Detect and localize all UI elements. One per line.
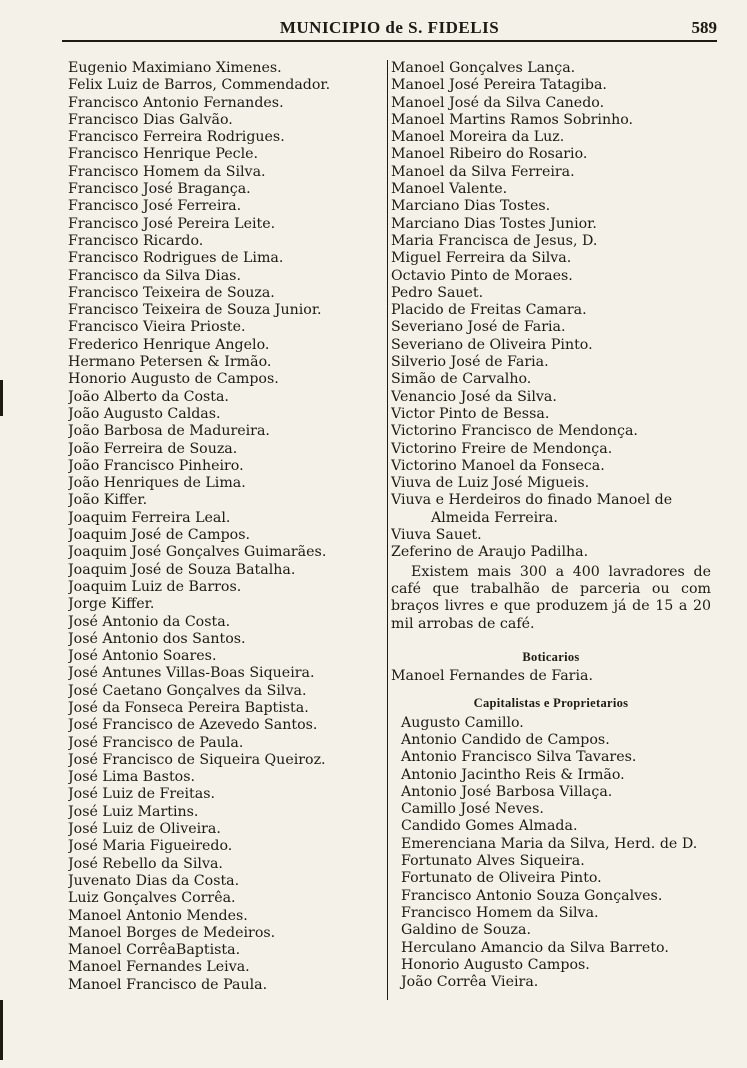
list-entry: Miguel Ferreira da Silva. xyxy=(391,250,572,267)
header-title: MUNICIPIO de S. FIDELIS xyxy=(279,18,500,37)
list-entry: Honorio Augusto de Campos. xyxy=(68,371,279,388)
right-column-continued-entry xyxy=(391,492,711,527)
list-entry: Francisco Teixeira de Souza. xyxy=(68,284,275,301)
list-entry: Victorino Freire de Mendonça. xyxy=(391,440,613,457)
page-number: 589 xyxy=(691,18,717,37)
list-entry: João Francisco Pinheiro. xyxy=(68,457,244,474)
lavradores-note: Existem mais 300 a 400 lavradores de café que trabalhão de parceria ou com braços livres e que produzem já de 15 a 20 mil arrobas de café. xyxy=(391,563,711,632)
list-entry: Marciano Dias Tostes Junior. xyxy=(391,215,597,232)
list-entry: Frederico Henrique Angelo. xyxy=(68,336,270,353)
right-column-name-list xyxy=(391,60,711,492)
section-list-capitalistas xyxy=(391,715,711,992)
list-entry: Joaquim José Gonçalves Guimarães. xyxy=(68,544,327,561)
list-entry: Viuva de Luiz José Migueis. xyxy=(391,475,590,492)
left-column-name-list xyxy=(68,60,380,994)
list-entry: Antonio Francisco Silva Tavares. xyxy=(401,749,637,766)
section-heading-capitalistas: Capitalistas e Proprietarios xyxy=(473,696,629,711)
list-entry: Camillo José Neves. xyxy=(401,801,544,818)
list-entry: Francisco José Bragança. xyxy=(68,181,251,198)
list-entry: Emerenciana Maria da Silva, Herd. de D. xyxy=(401,835,698,852)
list-entry: Silverio José de Faria. xyxy=(391,354,549,371)
list-entry: José Luiz de Freitas. xyxy=(68,786,215,803)
list-entry: Manoel Valente. xyxy=(391,181,508,198)
section-heading-boticarios: Boticarios xyxy=(522,649,580,664)
list-entry: Galdino de Souza. xyxy=(401,922,531,939)
list-entry: Francisco Antonio Souza Gonçalves. xyxy=(401,887,663,904)
list-entry: Francisco José Ferreira. xyxy=(68,198,242,215)
list-entry: Victorino Francisco de Mendonça. xyxy=(391,423,638,440)
list-entry: Manoel Borges de Medeiros. xyxy=(68,924,276,941)
list-entry: Candido Gomes Almada. xyxy=(401,818,578,835)
list-entry: Antonio José Barbosa Villaça. xyxy=(401,783,613,800)
list-entry: João Barbosa de Madureira. xyxy=(68,423,270,440)
list-entry: José Antunes Villas-Boas Siqueira. xyxy=(68,665,315,682)
list-entry: Antonio Jacintho Reis & Irmão. xyxy=(401,766,625,783)
list-entry: Francisco Dias Galvão. xyxy=(68,111,233,128)
list-entry: João Augusto Caldas. xyxy=(68,405,221,422)
list-entry: Eugenio Maximiano Ximenes. xyxy=(68,60,282,76)
list-entry: José Francisco de Paula. xyxy=(68,734,244,751)
list-entry: Manoel Antonio Mendes. xyxy=(68,907,248,924)
list-entry: Francisco Teixeira de Souza Junior. xyxy=(68,302,322,319)
list-entry: José Lima Bastos. xyxy=(68,769,195,786)
list-entry: Francisco Homem da Silva. xyxy=(68,163,266,180)
list-entry: Pedro Sauet. xyxy=(391,284,484,301)
list-entry: Jorge Kiffer. xyxy=(68,596,155,613)
list-entry: Francisco Ferreira Rodrigues. xyxy=(68,129,285,146)
list-entry: Manoel Gonçalves Lança. xyxy=(391,60,576,76)
list-entry: José Antonio Soares. xyxy=(68,648,217,665)
list-entry: Manoel Moreira da Luz. xyxy=(391,129,565,146)
scan-edge-mark xyxy=(0,1000,3,1060)
list-entry: Francisco Henrique Pecle. xyxy=(68,146,259,163)
list-entry: Francisco Vieira Prioste. xyxy=(68,319,246,336)
list-entry: José Antonio da Costa. xyxy=(68,613,231,630)
list-entry: Manoel Fernandes Leiva. xyxy=(68,959,250,976)
list-entry: Francisco Rodrigues de Lima. xyxy=(68,250,284,267)
list-entry: José Maria Figueiredo. xyxy=(68,838,233,855)
list-entry: Manoel Martins Ramos Sobrinho. xyxy=(391,111,634,128)
list-entry: João Alberto da Costa. xyxy=(68,388,229,405)
list-entry: Honorio Augusto Campos. xyxy=(401,956,590,973)
list-entry: Zeferino de Araujo Padilha. xyxy=(391,544,589,561)
list-entry: João Ferreira de Souza. xyxy=(68,440,238,457)
list-entry: Severiano de Oliveira Pinto. xyxy=(391,336,593,353)
list-entry: Francisco Ricardo. xyxy=(68,232,204,249)
list-entry: Manoel CorrêaBaptista. xyxy=(68,942,241,959)
list-entry: Joaquim José de Campos. xyxy=(68,527,250,544)
list-entry: João Corrêa Vieira. xyxy=(401,974,539,991)
list-entry: Joaquim Ferreira Leal. xyxy=(68,509,231,526)
list-entry: Francisco José Pereira Leite. xyxy=(68,215,276,232)
list-entry: Joaquim Luiz de Barros. xyxy=(68,578,242,595)
list-entry: Antonio Candido de Campos. xyxy=(401,731,610,748)
list-entry: Francisco da Silva Dias. xyxy=(68,267,241,284)
list-entry: Manoel Francisco de Paula. xyxy=(68,976,268,993)
list-entry: Maria Francisca de Jesus, D. xyxy=(391,232,598,249)
list-entry: Venancio José da Silva. xyxy=(391,388,557,405)
list-entry: Victor Pinto de Bessa. xyxy=(391,405,550,422)
right-column-name-list-end xyxy=(391,527,711,562)
scan-edge-mark xyxy=(0,380,3,416)
list-entry: José Luiz Martins. xyxy=(68,803,199,820)
list-entry: João Kiffer. xyxy=(68,492,148,509)
list-entry: Viuva e Herdeiros do finado Manoel de xyxy=(391,492,673,509)
list-entry: Francisco Homem da Silva. xyxy=(401,904,599,921)
list-entry: Manoel José Pereira Tatagiba. xyxy=(391,77,607,94)
list-entry: Juvenato Dias da Costa. xyxy=(68,872,240,889)
list-entry: José Francisco de Siqueira Queiroz. xyxy=(68,751,326,768)
list-entry: Herculano Amancio da Silva Barreto. xyxy=(401,939,669,956)
list-entry: Felix Luiz de Barros, Commendador. xyxy=(68,77,331,94)
list-entry: José Francisco de Azevedo Santos. xyxy=(68,717,318,734)
list-entry: Francisco Antonio Fernandes. xyxy=(68,94,284,111)
list-entry: Hermano Petersen & Irmão. xyxy=(68,354,272,371)
list-entry: Octavio Pinto de Moraes. xyxy=(391,267,573,284)
page-header xyxy=(62,14,717,42)
list-entry: Manoel José da Silva Canedo. xyxy=(391,94,605,111)
list-entry: José Caetano Gonçalves da Silva. xyxy=(68,682,307,699)
list-entry: José Antonio dos Santos. xyxy=(68,630,246,647)
section-list-boticarios xyxy=(391,668,711,685)
list-entry: João Henriques de Lima. xyxy=(68,475,246,492)
list-entry: Luiz Gonçalves Corrêa. xyxy=(68,890,236,907)
list-entry: Placido de Freitas Camara. xyxy=(391,302,587,319)
list-entry: Simão de Carvalho. xyxy=(391,371,532,388)
list-entry: Joaquim José de Souza Batalha. xyxy=(68,561,296,578)
list-entry: Fortunato Alves Siqueira. xyxy=(401,853,585,870)
list-entry: Manoel Fernandes de Faria. xyxy=(391,668,593,685)
list-entry: Manoel Ribeiro do Rosario. xyxy=(391,146,588,163)
list-entry: Augusto Camillo. xyxy=(401,714,524,731)
list-entry: Manoel da Silva Ferreira. xyxy=(391,163,575,180)
list-entry: José da Fonseca Pereira Baptista. xyxy=(68,699,309,716)
right-column xyxy=(387,60,711,1000)
list-entry: José Rebello da Silva. xyxy=(68,855,223,872)
list-entry: Viuva Sauet. xyxy=(391,527,482,544)
list-entry: Fortunato de Oliveira Pinto. xyxy=(401,870,602,887)
list-entry: Victorino Manoel da Fonseca. xyxy=(391,457,605,474)
list-entry: José Luiz de Oliveira. xyxy=(68,821,221,838)
list-entry: Marciano Dias Tostes. xyxy=(391,198,551,215)
list-entry: Severiano José de Faria. xyxy=(391,319,566,336)
list-entry-continuation: Almeida Ferreira. xyxy=(431,509,558,526)
